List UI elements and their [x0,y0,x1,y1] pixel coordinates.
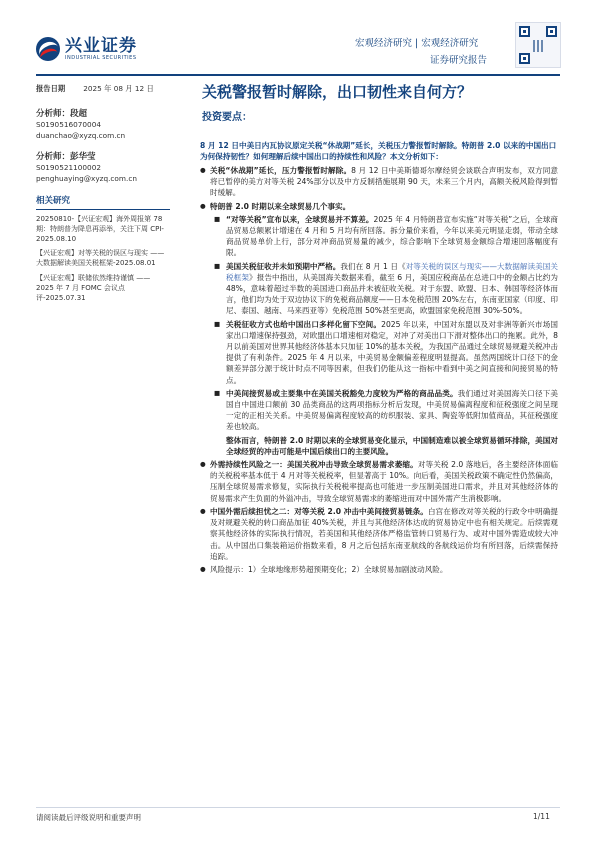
section-demand-risk-1 [200,459,558,504]
report-date-row [36,82,176,96]
report-heading [202,82,558,125]
report-link[interactable]: 对等关税的误区与现实——大数据解读美国关税框架 [226,261,559,282]
point-global-trade [200,214,558,259]
point-text-prefix: 我们在 8 月 1 日《 [340,261,406,271]
intro-paragraph: 8 月 12 日中美日内瓦协议原定关税“休战期”延长，关税压力警报暂时解除。特朗普 2.0 以来的中国出口为何保持韧性？如何理解后续中国出口的持续性和风险？本文分析如下： [200,141,557,162]
logo-english: INDUSTRIAL SECURITIES [65,55,137,61]
section-heading: 中国外需后续担忧之二：对等关税 2.0 冲击中美间接贸易链条。 [210,506,428,516]
section-text: 白宫在修改对等关税的行政令中明确提及对规避关税的转口商品加征 40%关税，并且与其他经济体达成的贸易协定中也有相关规定。后续需观察其他经济体的实际执行情况，若美国和其他经济体严格监管转口贸易行为、或对中国外需造成较大冲击。从中国出口集装箱运价指数来看，8 月之后包括东南亚航线的各航线运价均有所回落，后续需保持追踪。 [210,506,558,561]
analyst-cert: S0190521100002 [36,163,101,172]
point-text: 》报告中指出，从美国海关数据来看，截至 6 月，美国应税商品在总进口中的金额占比约为 48%，意味着超过半数的美国进口商品并未被征收关税。对于东盟、欧盟、日本、韩国等经济体而言，他们均为处于双边协议下的免税商品额度——日本免税范围 20%左右，东南亚国家（印度、印尼、泰国、越南、马来西亚等）免税范围 50%甚至更高，欧盟国家免税范围 30%-50%。 [226,272,559,316]
report-date-label: 报告日期 [36,83,66,93]
analyst-name: 分析师：彭华莹 [36,152,96,162]
analyst-block [36,151,176,184]
related-research-item[interactable]: 20250810-【兴证宏观】海外周报第 78 期：特朗普为降息再添举，关注下周 CPI-2025.08.10 [36,214,164,243]
report-category: 宏观经济研究 | 宏观经济研究 [355,38,479,49]
section-text: 对等关税 2.0 落地后，各主要经济体面临的关税税率基本低于 4 月对等关税税率，但显著高于 10%。向后看，美国关税政策不确定性仍然偏高，压制全球贸易需求修复，实际执行关税税率提高也可能进一步压制美国进口需求，并且对其他经济体的贸易需求产生负面的外溢冲击，导致全球贸易需求的萎缩进而对中国外需产生消极影响。 [210,460,558,503]
section-trade-facts-heading: ● 特朗普 2.0 时期以来全球贸易几个事实。 [200,201,558,212]
section-heading: 关税“休战期”延长，压力警报暂时解除。 [210,166,352,175]
point-indirect-trade [200,388,558,433]
analyst-email[interactable]: penghuaying@xyzq.com.cn [36,173,137,183]
analyst-name: 分析师：段超 [36,109,88,119]
related-research-item[interactable]: 【兴证宏观】联储依然维持谨慎 —— 2025 年 7 月 FOMC 会议点评-2025.07.31 [36,273,151,302]
section-truce-extension [200,165,558,199]
report-date-value: 2025 年 08 月 12 日 [83,83,154,93]
analyst-email[interactable]: duanchao@xyzq.com.cn [36,130,126,140]
page-number: 1/11 [533,812,550,821]
header-divider [36,74,560,76]
point-heading: “对等关税”宣布以来，全球贸易并不算差。 [226,214,374,224]
logo-name: 兴业证券 [65,36,137,56]
related-research-title: 相关研究 [36,196,170,210]
related-research-list [36,214,176,304]
company-logo [36,36,137,62]
key-points-title: 投资要点： [202,112,252,123]
point-export-diversification [200,319,558,386]
section-text: 8 月 12 日中美斯德哥尔摩经贸会谈联合声明发布，双方同意将已暂停的美方对等关税 24%部分以及中方反制措施展期 90 天，未来三个月内，高额关税风险得到暂时缓解。 [210,166,559,198]
analyst-cert: S0190516070004 [36,120,101,129]
section-demand-risk-2 [200,506,558,562]
point-text: 2025 年以来，中国对东盟以及对非洲等新兴市场国家出口增速保持强劲，对欧盟出口增速相对稳定，对冲了对美出口下滑对整体出口的拖累。此外，8 月以前美国对世界其他经济体基本只加征 10%的基本关税，为我国产品通过全球贸易规避关税冲击提供了有利条件。2025 年 4 月以来，中美贸易金额偏差程度明显提高。虽然两国统计口径下的金额差异部分源于统计时点不同等因素，但我们仍能从这一指标中看到中美之间直接和间接贸易的特点。 [226,319,558,385]
point-heading: 关税征收方式也给中国出口多样化留下空间。 [226,319,382,329]
point-heading: 美国关税征收并未如预期中严格。 [226,261,341,271]
point-text: 2025 年 4 月特朗普宣布实施“对等关税”之后，全球商品贸易总额累计增速在 4 月和 5 月均有所回落。拆分量价来看，今年以来美元明显走弱，带动全球商品贸易单价上行，部分对冲商品贸易量的减少，综合影响下全球贸易金额综合增速回落幅度有限。 [226,214,558,258]
footer-disclaimer[interactable]: 请阅读最后评级说明和重要声明 [36,813,141,822]
qr-code-icon [515,22,561,68]
related-research-item[interactable]: 【兴证宏观】对等关税的误区与现实 ——大数据解读美国关税框架-2025.08.01 [36,249,165,268]
report-title: 关税警报暂时解除，出口韧性来自何方？ [202,83,473,101]
logo-mark-icon [36,37,60,61]
sidebar [36,82,176,307]
point-text: 我们通过对美国海关口径下美国自中国进口额前 30 品类商品的这两项指标分析后发现，中美贸易偏离程度和征税强度之间呈现一定的正相关关系。中美贸易偏离程度较高的纺织服装、家具、陶瓷等低附加值商品，其征税强度差也较高。 [226,388,558,432]
summary-paragraph: 整体而言，特朗普 2.0 时期以来的全球贸易变化显示，中国制造难以被全球贸易循环排除，美国对全球经贸的冲击可能是中国后续出口的主要风险。 [226,435,558,456]
report-body [200,165,558,577]
point-heading: 中美间接贸易或主要集中在美国关税豁免力度较为严格的商品品类。 [226,388,458,398]
section-heading: 外需持续性风险之一：美国关税冲击导致全球贸易需求萎缩。 [210,460,418,470]
point-tariff-collection [200,261,558,317]
risk-warning: ● 风险提示：1）全球地缘形势超预期变化；2）全球贸易加剧波动风险。 [200,564,558,575]
footer-divider [36,807,560,808]
report-type: 证券研究报告 [430,55,488,66]
analyst-block [36,108,176,141]
